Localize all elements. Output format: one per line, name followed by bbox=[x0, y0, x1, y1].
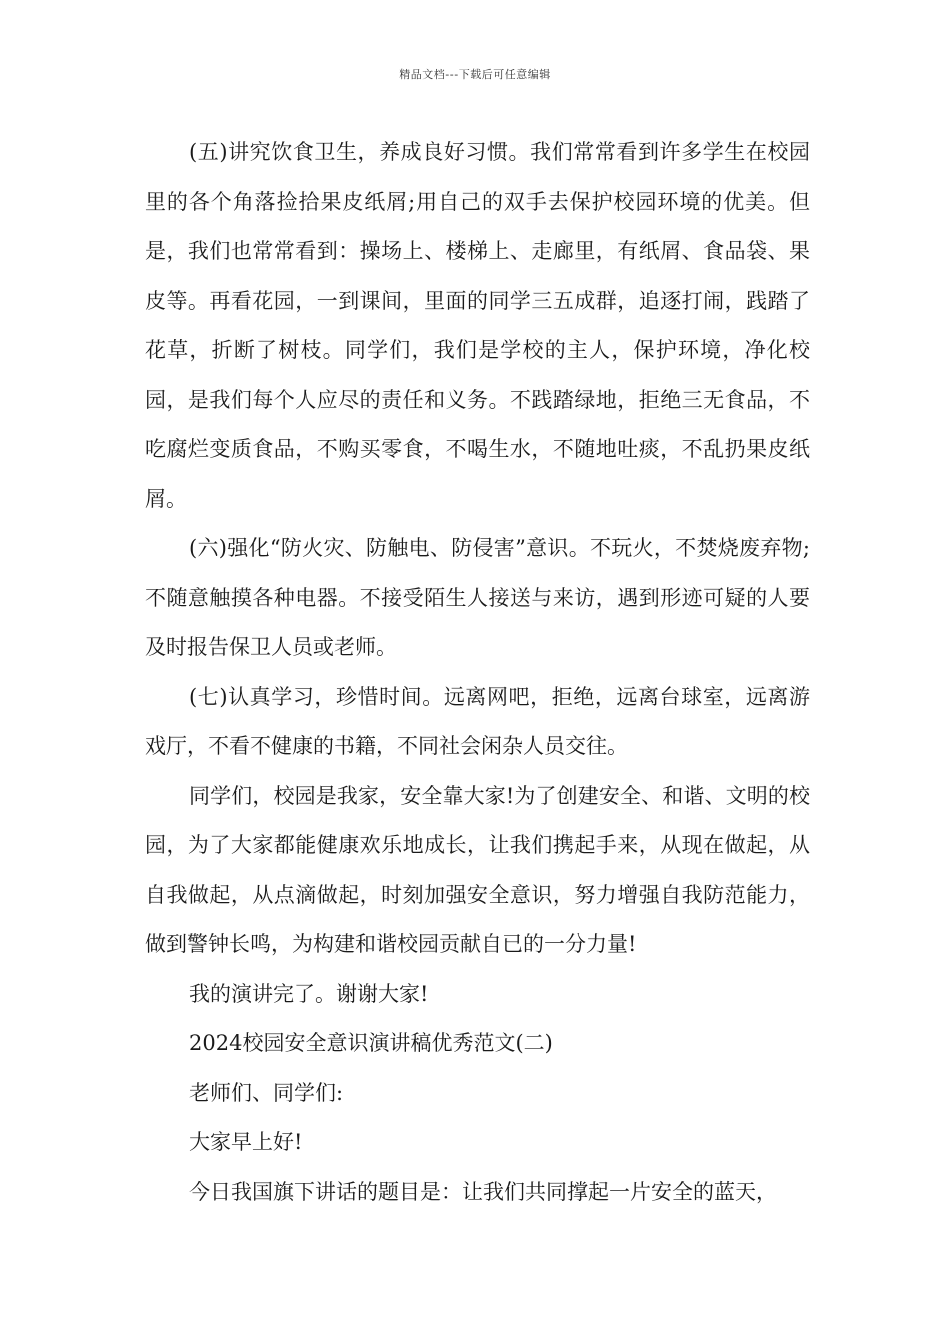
paragraph-closing: 我的演讲完了。谢谢大家! bbox=[189, 981, 429, 1006]
paragraph-5-hygiene: (五)讲究饮食卫生，养成良好习惯。我们常常看到许多学生在校园里的各个角落捡拾果皮纸屑;用自己的双手去保护校园环境的优美。但是，我们也常常看到：操场上、楼梯上、走廊里，有纸屑、食品袋、果皮等。再看花园，一到课间，里面的同学三五成群，追逐打闹，践踏了花草，折断了树枝。同学们，我们是学校的主人，保护环境，净化校园，是我们每个人应尽的责任和义务。不践踏绿地，拒绝三无食品，不吃腐烂变质食品，不购买零食，不喝生水，不随地吐痰，不乱扔果皮纸屑。 bbox=[145, 140, 810, 511]
paragraph-conclusion: 同学们，校园是我家，安全靠大家!为了创建安全、和谐、文明的校园，为了大家都能健康欢乐地成长，让我们携起手来，从现在做起，从自我做起，从点滴做起，时刻加强安全意识，努力增强自我防范能力，做到警钟长鸣，为构建和谐校园贡献自已的一分力量! bbox=[145, 783, 810, 956]
paragraph-speech-topic: 今日我国旗下讲话的题目是：让我们共同撑起一片安全的蓝天， bbox=[189, 1179, 777, 1204]
salutation: 老师们、同学们: bbox=[189, 1080, 344, 1105]
paragraph-7-study: (七)认真学习，珍惜时间。远离网吧，拒绝，远离台球室，远离游戏厅，不看不健康的书籍，不同社会闲杂人员交往。 bbox=[145, 684, 810, 758]
section-title: 2024校园安全意识演讲稿优秀范文(二) bbox=[189, 1031, 553, 1055]
page-header: 精品文档---下载后可任意编辑 bbox=[399, 68, 551, 81]
document-body bbox=[145, 128, 810, 1217]
greeting: 大家早上好! bbox=[189, 1130, 303, 1154]
paragraph-6-safety-awareness: (六)强化“防火灾、防触电、防侵害”意识。不玩火，不焚烧废弃物;不随意触摸各种电器。不接受陌生人接送与来访，遇到形迹可疑的人要及时报告保卫人员或老师。 bbox=[145, 536, 810, 659]
